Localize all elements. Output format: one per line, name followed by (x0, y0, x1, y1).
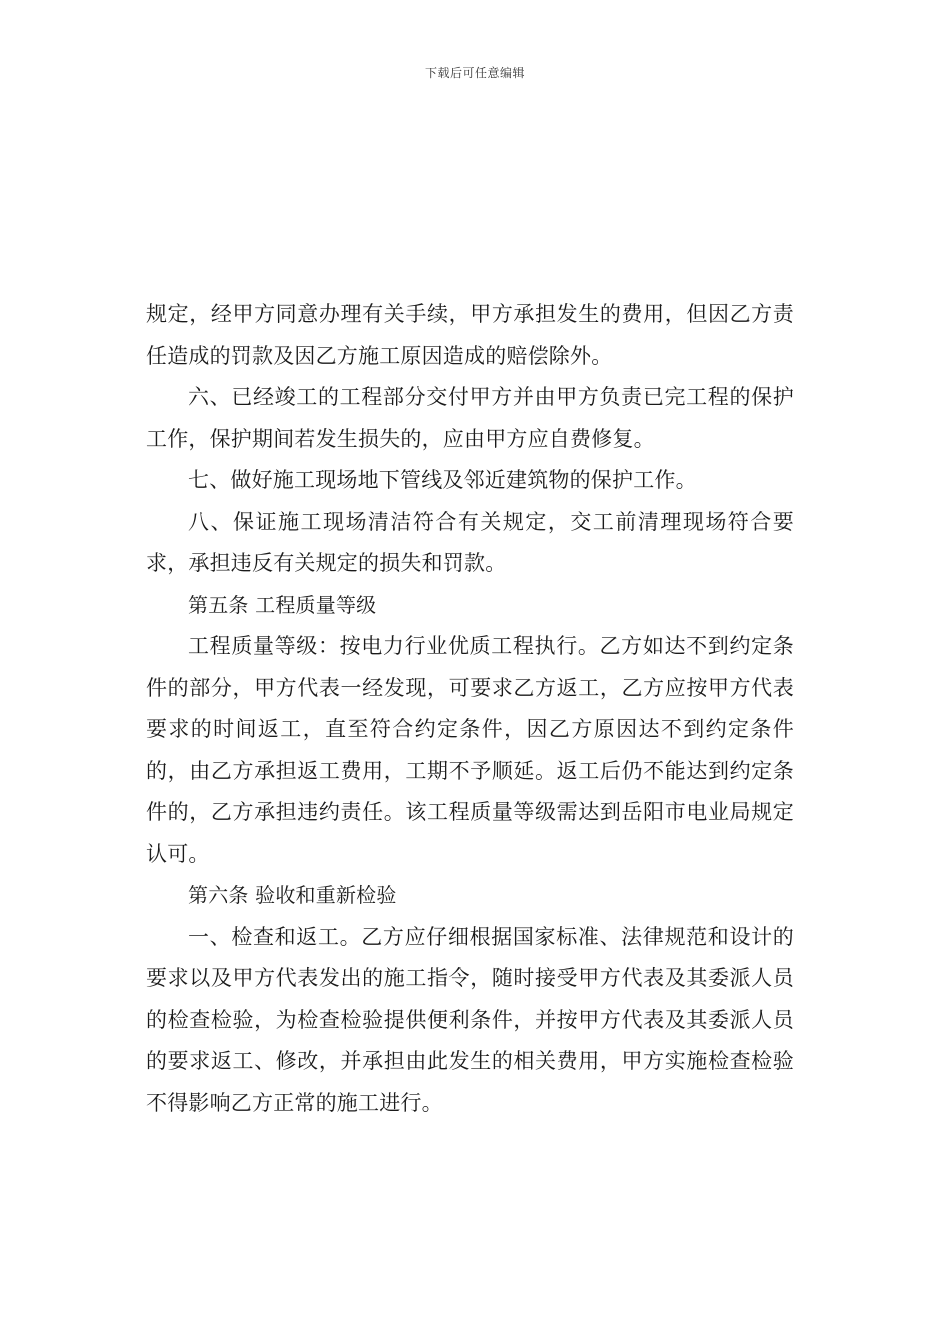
section-heading-article-5: 第五条 工程质量等级 (188, 592, 377, 617)
page-header: 下载后可任意编辑 (424, 66, 525, 80)
section-heading-article-6: 第六条 验收和重新检验 (188, 883, 397, 907)
paragraph-continuation: 规定，经甲方同意办理有关手续，甲方承担发生的费用，但因乙方责任造成的罚款及因乙方施工原因造成的赔偿除外。 (146, 302, 794, 368)
paragraph-quality-grade: 工程质量等级：按电力行业优质工程执行。乙方如达不到约定条件的部分，甲方代表一经发现，可要求乙方返工，乙方应按甲方代表要求的时间返工，直至符合约定条件，因乙方原因达不到约定条件的，由乙方承担返工费用，工期不予顺延。返工后仍不能达到约定条件的，乙方承担违约责任。该工程质量等级需达到岳阳市电业局规定认可。 (146, 634, 794, 866)
paragraph-clause-8: 八、保证施工现场清洁符合有关规定，交工前清理现场符合要求，承担违反有关规定的损失和罚款。 (146, 509, 794, 575)
paragraph-clause-6: 六、已经竣工的工程部分交付甲方并由甲方负责已完工程的保护工作，保护期间若发生损失的，应由甲方应自费修复。 (146, 385, 794, 451)
paragraph-clause-7: 七、做好施工现场地下管线及邻近建筑物的保护工作。 (188, 468, 697, 492)
document-body (146, 294, 794, 1124)
paragraph-inspection-rework: 一、检查和返工。乙方应仔细根据国家标准、法律规范和设计的要求以及甲方代表发出的施工指令，随时接受甲方代表及其委派人员的检查检验，为检查检验提供便利条件，并按甲方代表及其委派人员的要求返工、修改，并承担由此发生的相关费用，甲方实施检查检验不得影响乙方正常的施工进行。 (146, 924, 794, 1115)
